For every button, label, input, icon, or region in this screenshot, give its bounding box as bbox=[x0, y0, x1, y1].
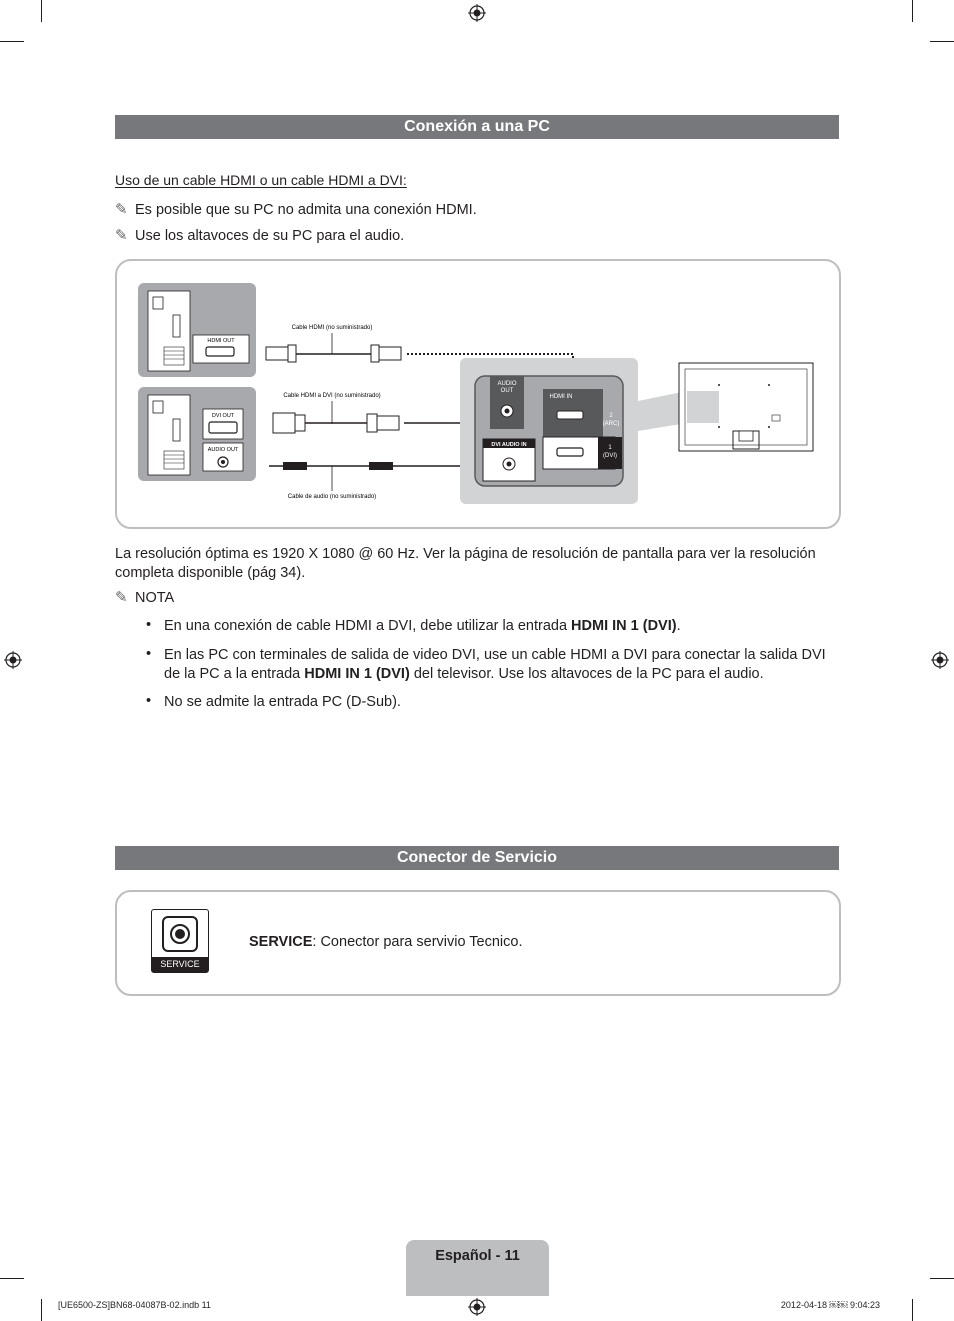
crop-mark bbox=[930, 41, 954, 42]
note-text: Use los altavoces de su PC para el audio. bbox=[135, 228, 405, 244]
registration-mark-icon bbox=[468, 4, 486, 22]
tv-rear-view bbox=[679, 363, 813, 451]
service-port-icon bbox=[151, 909, 209, 973]
bullet-dot: • bbox=[146, 646, 152, 662]
bullet-text-bold: HDMI IN 1 (DVI) bbox=[304, 666, 410, 682]
service-description bbox=[249, 934, 523, 950]
tv-audio-out-label: AUDIO bbox=[497, 381, 517, 387]
service-desc-rest: : Conector para servivio Tecnico. bbox=[312, 934, 523, 950]
bullet-item bbox=[164, 693, 834, 712]
note-line bbox=[115, 226, 404, 244]
tv-hdmi1-label: 1 bbox=[608, 445, 612, 451]
cable-audio-label: Cable de audio (no suministrado) bbox=[287, 494, 377, 500]
crop-mark bbox=[912, 0, 913, 22]
registration-mark-icon bbox=[468, 1298, 486, 1316]
crop-mark bbox=[41, 0, 42, 22]
bullet-dot: • bbox=[146, 693, 152, 709]
pencil-note-icon: ✎ bbox=[115, 589, 128, 606]
crop-mark bbox=[930, 1278, 954, 1279]
pencil-note-icon: ✎ bbox=[115, 201, 128, 218]
service-panel bbox=[115, 890, 841, 996]
service-icon-label: SERVICE bbox=[160, 959, 200, 969]
bullet-dot: • bbox=[146, 617, 152, 633]
service-desc-bold: SERVICE bbox=[249, 934, 313, 950]
resolution-text: La resolución óptima es 1920 X 1080 @ 60 Hz. Ver la página de resolución de pantalla para ver la resolución completa disponible (pág 34). bbox=[115, 546, 816, 581]
cable-hdmi-dvi-label: Cable HDMI a DVI (no suministrado) bbox=[283, 393, 381, 399]
subheading-hdmi-cable: Uso de un cable HDMI o un cable HDMI a DVI: bbox=[115, 172, 407, 188]
bullet-text-pre: En una conexión de cable HDMI a DVI, debe utilizar la entrada bbox=[164, 618, 572, 634]
nota-line bbox=[115, 588, 174, 606]
bullet-text-bold: HDMI IN 1 (DVI) bbox=[571, 618, 677, 634]
tv-audio-out-label-line2: OUT bbox=[500, 388, 514, 394]
bullet-item bbox=[164, 646, 834, 684]
bullet-item bbox=[164, 617, 834, 636]
crop-mark bbox=[0, 41, 24, 42]
registration-mark-icon bbox=[4, 651, 22, 669]
tv-dvi-audio-in-label: DVI AUDIO IN bbox=[491, 442, 527, 448]
tv-hdmi1-sub: (DVI) bbox=[603, 453, 617, 459]
page-number-tab: Español - 11 bbox=[406, 1240, 549, 1296]
pencil-note-icon: ✎ bbox=[115, 227, 128, 244]
note-text: Es posible que su PC no admita una conexión HDMI. bbox=[135, 202, 477, 218]
bullet-text-pre: No se admite la entrada PC (D-Sub). bbox=[164, 694, 401, 710]
slug-left: [UE6500-ZS]BN68-04087B-02.indb 11 bbox=[58, 1300, 211, 1310]
nota-label: NOTA bbox=[135, 590, 175, 606]
note-line bbox=[115, 200, 477, 218]
tv-hdmi2-label: 2 bbox=[609, 413, 613, 419]
tv-port-panel bbox=[460, 358, 638, 504]
slug-right: 2012-04-18 ￼￼ 9:04:23 bbox=[780, 1300, 880, 1310]
cable-hdmi-label: Cable HDMI (no suministrado) bbox=[291, 325, 373, 331]
connection-diagram bbox=[117, 261, 839, 527]
bullet-text-post: . bbox=[676, 618, 681, 634]
connection-diagram-panel bbox=[115, 259, 841, 529]
pc-hdmi-unit bbox=[138, 283, 256, 377]
bullet-text-pre: En las PC con terminales de salida de video DVI, use un cable HDMI a DVI para conectar la salida DVI de la PC a la entrada bbox=[164, 647, 826, 682]
crop-mark bbox=[0, 1278, 24, 1279]
section-title-pc-connection: Conexión a una PC bbox=[115, 115, 839, 139]
pc-dvi-port-label: DVI OUT bbox=[211, 413, 235, 419]
crop-mark bbox=[41, 1299, 42, 1321]
pc-dvi-unit bbox=[138, 387, 256, 481]
registration-mark-icon bbox=[931, 651, 949, 669]
pc-hdmi-port-label: HDMI OUT bbox=[207, 338, 235, 344]
bullet-text-post: del televisor. Use los altavoces de la PC para el audio. bbox=[409, 666, 764, 682]
tv-hdmi-in-label: HDMI IN bbox=[549, 394, 573, 400]
section-title-service-connector: Conector de Servicio bbox=[115, 846, 839, 870]
pc-audio-port-label: AUDIO OUT bbox=[207, 447, 239, 453]
tv-hdmi2-sub: (ARC) bbox=[602, 421, 620, 427]
crop-mark bbox=[912, 1299, 913, 1321]
